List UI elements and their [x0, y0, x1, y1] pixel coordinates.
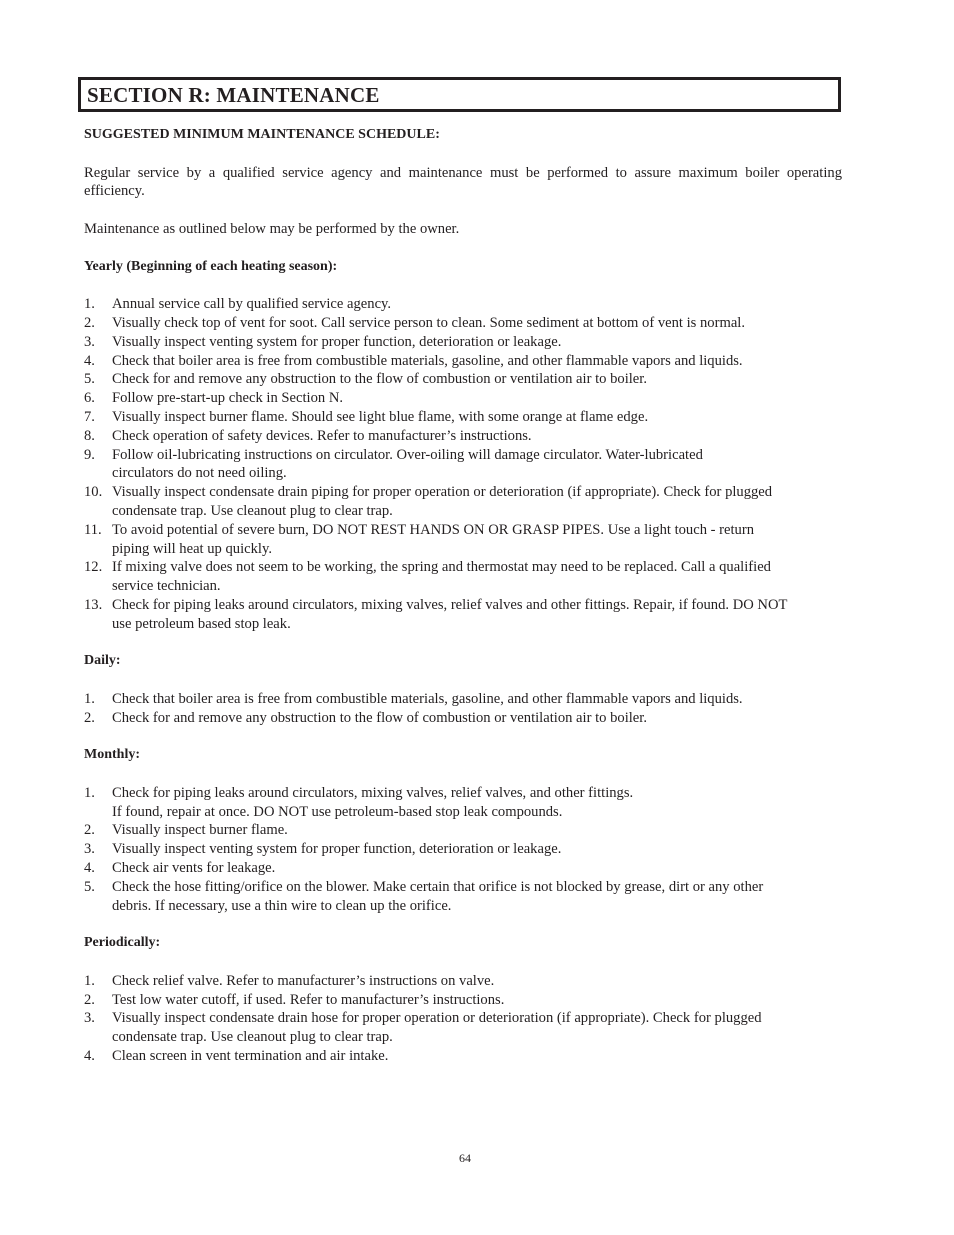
item-text-line: Visually inspect condensate drain hose for proper operation or deterioration (if appropriate). Check for plugged: [112, 1010, 762, 1027]
item-number: 2.: [84, 314, 95, 331]
item-text-line: condensate trap. Use cleanout plug to clear trap.: [112, 1029, 393, 1046]
item-number: 4.: [84, 1048, 95, 1065]
item-number: 2.: [84, 991, 95, 1008]
owner-paragraph: Maintenance as outlined below may be performed by the owner.: [84, 220, 460, 237]
section-title: SECTION R: MAINTENANCE: [87, 83, 380, 107]
item-number: 4.: [84, 860, 95, 877]
item-number: 12.: [84, 559, 103, 576]
yearly-list-item: [84, 408, 842, 427]
item-text-line: Check operation of safety devices. Refer to manufacturer’s instructions.: [112, 427, 532, 444]
periodically-list: [84, 972, 842, 1066]
yearly-list-item: [84, 446, 842, 484]
item-number: 1.: [84, 690, 95, 707]
yearly-list-item: [84, 352, 842, 371]
monthly-list-item: [84, 878, 842, 916]
item-text-line: piping will heat up quickly.: [112, 540, 272, 557]
item-text-line: If found, repair at once. DO NOT use petroleum-based stop leak compounds.: [112, 803, 563, 820]
item-text-line: Check the hose fitting/orifice on the blower. Make certain that orifice is not blocked by grease, dirt or any other: [112, 878, 764, 895]
item-text-line: Check for piping leaks around circulators, mixing valves, relief valves and other fittings. Repair, if found. DO NOT: [112, 596, 788, 613]
yearly-list-item: [84, 295, 842, 314]
item-text-line: Visually inspect burner flame.: [112, 822, 288, 839]
item-text-line: Check for piping leaks around circulators, mixing valves, relief valves, and other fittings.: [112, 784, 634, 801]
intro-paragraph: Regular service by a qualified service agency and maintenance must be performed to assure maximum boiler operating efficiency.: [84, 164, 842, 200]
item-text-line: condensate trap. Use cleanout plug to clear trap.: [112, 502, 393, 519]
item-text-line: Test low water cutoff, if used. Refer to manufacturer’s instructions.: [112, 991, 505, 1008]
item-number: 6.: [84, 390, 95, 407]
item-number: 1.: [84, 296, 95, 313]
item-text-line: circulators do not need oiling.: [112, 465, 287, 482]
yearly-list-item: [84, 596, 842, 634]
item-text-line: Follow pre-start-up check in Section N.: [112, 390, 344, 407]
yearly-list-item: [84, 558, 842, 596]
yearly-list-item: [84, 370, 842, 389]
item-number: 3.: [84, 841, 95, 858]
item-number: 1.: [84, 784, 95, 801]
item-text-line: Visually inspect venting system for proper function, deterioration or leakage.: [112, 841, 562, 858]
item-text-line: Check for and remove any obstruction to the flow of combustion or ventilation air to boiler.: [112, 709, 647, 726]
item-number: 8.: [84, 427, 95, 444]
daily-list: [84, 690, 842, 728]
schedule-heading: SUGGESTED MINIMUM MAINTENANCE SCHEDULE:: [84, 127, 440, 142]
monthly-list-item: [84, 784, 842, 822]
item-text-line: service technician.: [112, 578, 221, 595]
document-body: [84, 126, 842, 1066]
daily-list-item: [84, 709, 842, 728]
periodically-heading: Periodically:: [84, 935, 161, 951]
item-number: 11.: [84, 521, 102, 538]
item-number: 1.: [84, 972, 95, 989]
yearly-list-item: [84, 314, 842, 333]
item-text-line: Annual service call by qualified service agency.: [112, 296, 392, 313]
monthly-list-item: [84, 840, 842, 859]
item-text-line: Visually inspect condensate drain piping for proper operation or deterioration (if appropriate). Check for plugged: [112, 484, 773, 501]
item-text-line: use petroleum based stop leak.: [112, 615, 291, 632]
item-number: 4.: [84, 352, 95, 369]
item-text-line: To avoid potential of severe burn, DO NOT REST HANDS ON OR GRASP PIPES. Use a light touch - return: [112, 521, 755, 538]
yearly-list-item: [84, 427, 842, 446]
item-text-line: Follow oil-lubricating instructions on circulator. Over-oiling will damage circulator. Water-lubricated: [112, 446, 703, 463]
item-number: 9.: [84, 446, 95, 463]
item-text-line: Check relief valve. Refer to manufacturer’s instructions on valve.: [112, 972, 495, 989]
yearly-list-item: [84, 389, 842, 408]
item-number: 13.: [84, 596, 103, 613]
monthly-list: [84, 784, 842, 916]
periodically-list-item: [84, 972, 842, 991]
item-number: 10.: [84, 484, 103, 501]
section-title-box: [78, 77, 841, 112]
yearly-list-item: [84, 483, 842, 521]
monthly-list-item: [84, 859, 842, 878]
daily-heading: Daily:: [84, 653, 121, 669]
item-number: 7.: [84, 408, 95, 425]
yearly-list: [84, 295, 842, 633]
item-text-line: If mixing valve does not seem to be working, the spring and thermostat may need to be replaced. Call a qualified: [112, 559, 771, 576]
item-number: 2.: [84, 709, 95, 726]
item-text-line: Visually inspect burner flame. Should see light blue flame, with some orange at flame edge.: [112, 408, 649, 425]
item-text-line: Check that boiler area is free from combustible materials, gasoline, and other flammable vapors and liquids.: [112, 352, 743, 369]
item-number: 2.: [84, 822, 95, 839]
item-text-line: Visually inspect venting system for proper function, deterioration or leakage.: [112, 333, 562, 350]
item-text-line: Visually check top of vent for soot. Call service person to clean. Some sediment at bottom of vent is normal.: [112, 314, 745, 331]
item-number: 3.: [84, 333, 95, 350]
periodically-list-item: [84, 991, 842, 1010]
item-text-line: Check that boiler area is free from combustible materials, gasoline, and other flammable vapors and liquids.: [112, 690, 743, 707]
item-text-line: debris. If necessary, use a thin wire to clean up the orifice.: [112, 897, 452, 914]
item-text-line: Check for and remove any obstruction to the flow of combustion or ventilation air to boiler.: [112, 371, 647, 388]
periodically-list-item: [84, 1047, 842, 1066]
monthly-heading: Monthly:: [84, 747, 140, 763]
yearly-list-item: [84, 521, 842, 559]
daily-list-item: [84, 690, 842, 709]
item-number: 5.: [84, 371, 95, 388]
item-number: 3.: [84, 1010, 95, 1027]
yearly-list-item: [84, 333, 842, 352]
page-number: 64: [459, 1151, 471, 1165]
yearly-heading: Yearly (Beginning of each heating season):: [84, 258, 338, 274]
item-text-line: Check air vents for leakage.: [112, 860, 276, 877]
item-number: 5.: [84, 878, 95, 895]
monthly-list-item: [84, 821, 842, 840]
item-text-line: Clean screen in vent termination and air intake.: [112, 1048, 389, 1065]
periodically-list-item: [84, 1009, 842, 1047]
